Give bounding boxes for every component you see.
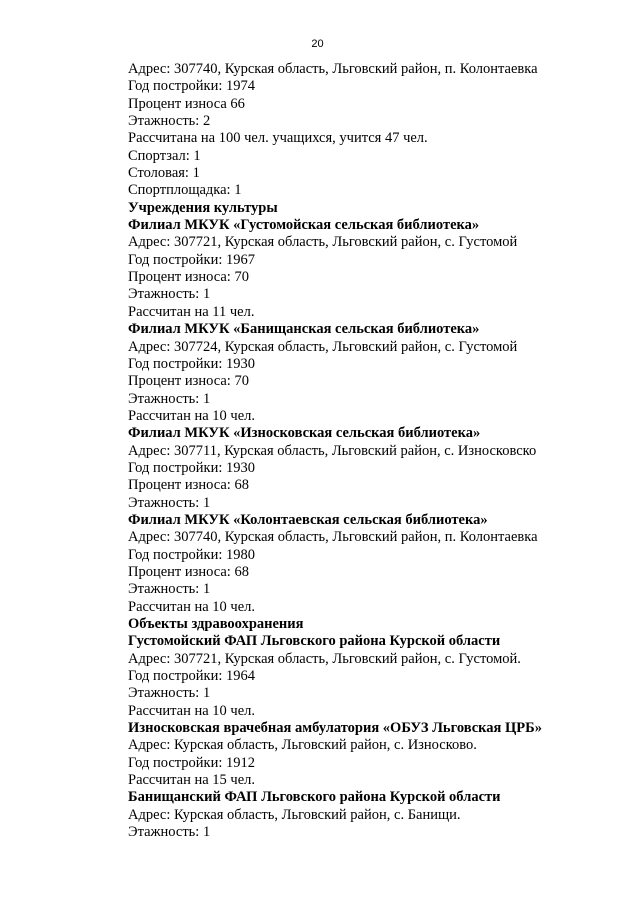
text-line: Этажность: 1 — [128, 286, 211, 303]
text-line: Этажность: 1 — [128, 581, 211, 598]
section-heading: Филиал МКУК «Банищанская сельская библиотека» — [128, 321, 480, 338]
text-line: Процент износа 66 — [128, 95, 245, 112]
text-line: Столовая: 1 — [128, 165, 200, 182]
text-line: Рассчитан на 15 чел. — [128, 772, 256, 789]
section-heading: Филиал МКУК «Колонтаевская сельская библиотека» — [128, 511, 488, 528]
document-body — [128, 61, 628, 841]
text-line: Год постройки: 1930 — [128, 355, 255, 372]
section-heading: Банищанский ФАП Льговского района Курской области — [128, 789, 501, 806]
text-line: Год постройки: 1912 — [128, 754, 255, 771]
text-line: Адрес: Курская область, Льговский район, с. Банищи. — [128, 806, 461, 823]
text-line: Год постройки: 1967 — [128, 251, 255, 268]
text-line: Этажность: 1 — [128, 494, 211, 511]
text-line: Этажность: 1 — [128, 685, 211, 702]
text-line: Год постройки: 1980 — [128, 546, 255, 563]
section-heading: Учреждения культуры — [128, 199, 278, 216]
text-line: Процент износа: 70 — [128, 373, 249, 390]
text-line: Адрес: 307711, Курская область, Льговский район, с. Износковско — [128, 442, 537, 459]
text-line: Рассчитан на 10 чел. — [128, 702, 256, 719]
text-line: Спортзал: 1 — [128, 147, 201, 164]
section-heading: Износковская врачебная амбулатория «ОБУЗ Льговская ЦРБ» — [128, 720, 542, 737]
page-number: 20 — [311, 38, 324, 50]
text-line: Адрес: Курская область, Льговский район, с. Износково. — [128, 737, 477, 754]
text-line: Спортплощадка: 1 — [128, 182, 242, 199]
section-heading: Филиал МКУК «Густомойская сельская библиотека» — [128, 217, 480, 234]
section-heading: Густомойский ФАП Льговского района Курской области — [128, 633, 501, 650]
text-line: Рассчитан на 10 чел. — [128, 598, 256, 615]
text-line: Этажность: 1 — [128, 824, 211, 841]
text-line: Этажность: 1 — [128, 390, 211, 407]
text-line: Рассчитана на 100 чел. учащихся, учится 47 чел. — [128, 130, 428, 147]
section-heading: Филиал МКУК «Износковская сельская библиотека» — [128, 425, 481, 442]
text-line: Год постройки: 1964 — [128, 668, 255, 685]
text-line: Процент износа: 68 — [128, 477, 249, 494]
text-line: Адрес: 307721, Курская область, Льговский район, с. Густомой — [128, 234, 518, 251]
text-line: Рассчитан на 11 чел. — [128, 303, 255, 320]
text-line: Процент износа: 68 — [128, 563, 249, 580]
text-line: Адрес: 307740, Курская область, Льговский район, п. Колонтаевка — [128, 61, 538, 77]
section-heading: Объекты здравоохранения — [128, 616, 304, 632]
text-line: Адрес: 307724, Курская область, Льговский район, с. Густомой — [128, 338, 518, 355]
text-line: Год постройки: 1974 — [128, 78, 255, 95]
text-line: Адрес: 307721, Курская область, Льговский район, с. Густомой. — [128, 650, 521, 667]
text-line: Процент износа: 70 — [128, 269, 249, 286]
text-line: Рассчитан на 10 чел. — [128, 407, 256, 424]
text-line: Этажность: 2 — [128, 113, 211, 130]
text-line: Адрес: 307740, Курская область, Льговский район, п. Колонтаевка — [128, 529, 538, 546]
text-line: Год постройки: 1930 — [128, 459, 255, 476]
